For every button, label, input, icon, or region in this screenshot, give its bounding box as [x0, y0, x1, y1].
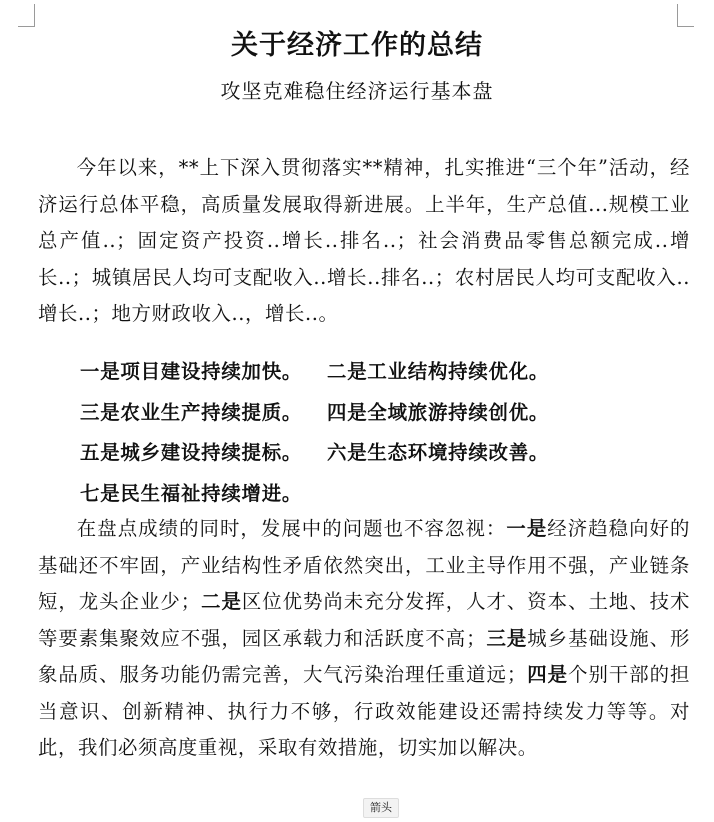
problems-text: 个别干部的担当意识、创新精神、执行力不够，行政效能建设还需持续发力等等。对此，我们必须高度重视，采取有效措施，切实加以解决。: [38, 663, 690, 759]
document-title: 关于经济工作的总结: [231, 30, 483, 61]
achievement-row: [80, 352, 680, 393]
achievement-item: 七是民生福祉持续增进。: [80, 481, 303, 505]
achievement-item: 三是农业生产持续提质。: [80, 400, 303, 424]
problems-text: 城乡基础设施、形象品质、服务功能仍需完善，大气污染治理任重道远；: [38, 626, 690, 686]
problems-paragraph: [38, 511, 690, 767]
achievements-list: [80, 352, 680, 514]
achievement-item: 二是工业结构持续优化。: [327, 360, 550, 383]
problem-keyword: 四是: [526, 663, 569, 686]
problems-text: 在盘点成绩的同时，发展中的问题也不容忽视：: [76, 517, 507, 540]
achievement-item: 五是城乡建设持续提标。: [80, 441, 303, 464]
achievement-item: 六是生态环境持续改善。: [327, 441, 550, 464]
document-subtitle: 攻坚克难稳住经济运行基本盘: [220, 79, 494, 103]
problem-keyword: 二是: [200, 590, 242, 613]
achievement-item: 一是项目建设持续加快。: [80, 360, 303, 383]
problem-keyword: 三是: [486, 626, 528, 650]
problems-text: 区位优势尚未充分发挥，人才、资本、土地、技术等要素集聚效应不强，园区承载力和活跃度不高；: [38, 590, 690, 650]
arrow-label-button[interactable]: 箭头: [363, 798, 399, 818]
crop-mark-top-right: [677, 4, 694, 27]
intro-paragraph: 今年以来，**上下深入贯彻落实**精神，扎实推进“三个年”活动，经济运行总体平稳，高质量发展取得新进展。上半年，生产总值...规模工业总产值..；固定资产投资..增长..排名..；社会消费品零售总额完成..增长..；城镇居民人均可支配收入..增长..排名..；农村居民人均可支配收入..增长..；地方财政收入..，增长..。: [38, 156, 690, 325]
problems-text: 经济趋稳向好的基础还不牢固，产业结构性矛盾依然突出，工业主导作用不强，产业链条短，龙头企业少；: [38, 517, 691, 613]
achievement-row: [80, 433, 680, 474]
crop-mark-top-left: [18, 4, 35, 27]
problem-keyword: 一是: [506, 517, 548, 540]
achievement-row: [80, 393, 680, 434]
achievement-item: 四是全域旅游持续创优。: [327, 400, 550, 424]
achievement-row: [80, 474, 680, 515]
